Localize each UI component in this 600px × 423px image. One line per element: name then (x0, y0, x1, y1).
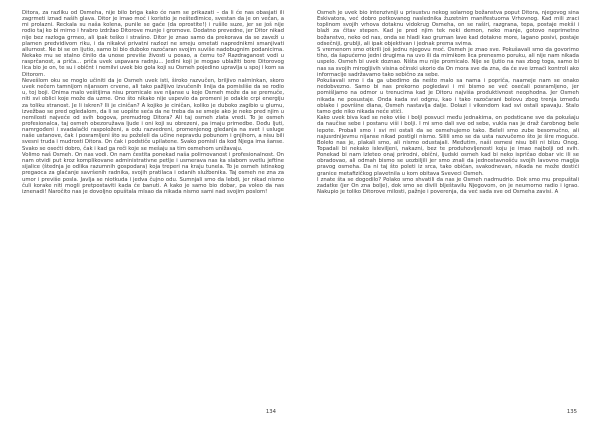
page-number-right: 135 (566, 409, 577, 415)
right-page (317, 10, 579, 413)
left-page (22, 10, 284, 413)
paragraph: Kako uvek biva kad se neko više i bolji posvuci među jednakima, on podsticane sve da pokušaju da naučise sebe i postanu viši i bolji. I mi smo dali sve od sebe, vukla nas je draž čarobnog bele lepote. Probali smo i svi mi ostali da se osmehujemo tako. Beleli smo zube besomučno, ali najusrdnijevmu nijanse nikad postigli nismo. Silili smo se da usta razvučemo što je šire moguće. Boleło nas je, plakali smo, ali nismo odustajali. Međutim, naši osmesi nisu bili ni blizu Onog. Topadali bi nekako isleviljeni, nakazni, bez te produhovljenosti koju je imao najbolji od svih. Ponekad bi nam izleteo onaj prirodni, obični, ljudski osmeh kad bi neko ispričao dobar vic ili se obradovao, ali odmah bismo se uozbiljili jer smo znali da jednostavnošću svojih lavovno magija pravog osmeha. Da ni taj što poleti iz srca, tako običan, svakodnevan, nikada ne može dostići granice metafizičkog plavetnila u kom obitava Sveveci Osmeh. (317, 115, 579, 177)
right-page-text (317, 10, 579, 195)
paragraph: Volimo naš Osmeh. On nas vodi. On nam čestita ponekad naša polirnovanost i profesionalnost. On nam otvidi put kroz komplikovane administrativne petlje i usmerava nas ka slabom svetlu jeftine sijalice (štednja je odlika razumnih gospodara) koja treperi na kraju tunela. To je osmeh istinskog pregaoca za glačanje savršenih radnika, svojih pratilaca i odanih službenika. Taj osmeh ne zna za umor i previše posla. Javlja se niotkuda i jedva čujno odu. Sumnjali smo da lebdi, jer nikad nismo čuli korake niti mogli pretpostaviti kada će banuti. A kako je samo bio dobar, pa voleo da nas iznenadi! Naročito nas je dovoljno opuštala misao da nikada nismo sami nad svojim poslom! (22, 151, 284, 195)
left-page-text (22, 10, 284, 195)
paragraph: S vremenom smo otkrili još jednu njegovu moć. Osmeh je znao sve. Pokušavali smo da govorimo tiho, da šapućemo jedni drugima na uvo ili da mimikom lica prenesmo poruku, ali nije nam nikada uspelo. Osmeh bi uvek doznao. Ništa mu nije promicalo. Nije se ljutio na nas zbog toga, samo bi nas sa svojih mirogljivih visina očinski ukorio da On mora sve da zna, da će sve izmaći kontroli ako informacije sadržavamo tako sebično za sebe. (317, 47, 579, 78)
paragraph: Nevešlom oku se moglo učiniti da je Osmeh uvek isti, široko razvučen, briljivo nalminkan, skoro uvek nečem tamnijom nijansom crvene, ali tako pažljivo izvučenih linija da pomisliše da se rodio u, toj boji. Onima malo veštijima nisu promicale sve nijanse u koje Osmeh može da se premuče, niti svi oblici koje može da uzme. Ono što nikako nije uspevlo da promeni je odakle crpi energiju za toliku stranost. Je li iskren? Ili je ciničan? A kojiko je ciničan, koliko je duboko zagibio u glumu, izvežbao se pred ogledalom, da li se uopšte seća da ne treba da se smeje ako je neko pred njim u nemilosti najveće od svih bogova, premudrog Ditora? Ali taj osmeh zlata vredi. To je osmeh profesionalca, taj osmeh obezoružava ljude i oni koji su obrezeni, pa imaju primedbe. Dođu ljuti, namrgođeni i svadalački raspoloženi, a odu razvedreni, promenjenog gledanja na svet i usluge naše ustanove, čak i posramljeni što su poželeli da učine nepravdu pobunom i gnjihom, a nisu bili svesni truda i mudrosti Ditora. On čak i podstiče upilatene. Svako pomisli da kod Njega ima šanse. Svako se osećti dobro, čak i kad ga reči koje se mešaju sa tim osmehom unižavaju. (22, 77, 284, 152)
paragraph: Osmeh je uvek bio intenzivniji u prisustvu nekog solarnog božanstva poput Ditora, njegovog sina Eskivatora, već dobro potkovanog naslednika žuzetnim manifestuoma Vrhovnog. Kad mili zraci toplinom svojih vrhova dotaknu vidokrug Osmeha, on se raširi, razgrana, tepa, postaje mekši i blaži za čitav stepen. Kad je pred njim tek neki demon, neko manje, gotovo neprimetno božanstvo, neko od nas, onda se hladi kao gruman lave kad dotakne more, lagano posivi, postaje odsečniji, grublji, ali ipak objektivan i jednak prema svima. (317, 10, 579, 47)
gutter (299, 0, 301, 423)
paragraph: I znate šta se dogodilo? Polako smo shvatili da nas je Osmeh nadmudrio. Dok smo mu prepuštali zadatke (jer On zna bolje), dok smo se divili blještavilu Njegovom, on je neumorno radio i igrao. Nakupio je toliko Ditorove milosti, pažnje i poverenja, da već sada sve od Osmeha zavisi. A (317, 176, 579, 196)
page-number-left: 134 (265, 409, 276, 415)
paragraph: Pokušavali smo i da ga ubedimo da nešto malo sa nama i popriča, naameje nam se onako nedobvezno. Samo bi nas prekorno pogledavi i mi bismo se več osećali posramljeno, jer pomišljamo na odmor u trenucima kad je Ditoru najviša produktivnost neophodna. Jer Osmeh nikada ne posustaje. Onda kada svi odgnu, kao i tako razočarani bolovu zbog trenja između oblake i površine diana, Osmeh nastavlja dalje. Dolazi i vikendom kad svi ostali spavaju. Stalo tamo gde niko nikada neće stići. (317, 78, 579, 115)
paragraph: Ditora, za razliku od Osmeha, nije bilo briga kako će nam se prikazati – da li će nas obasjati ili zagrmeti iznad naših glava. Ditor je imao moć i koristio je nešteđimice, svestan da je on večan, a mi prolazni. Reckala su naša kolena, punile se gaće (da oprostite!) i rušile suze, jer se još nije rodio taj ko bi mirno i hrabro izdržao Ditorove munje i gromove. Dodatno prevedne, jer Ditor nikad nije bez razloga grmeo, ali ipak teško i strašno. Ditor je znao samo da prekorava da se zaveži u plamen predvidivom riku, i da nikakvi privatni razlozi ne smeju ometati naprednikmi smanjivati allurnost. Ne bi se on ljutio, samo bi bio duboko razočaran svojim suviše nadobugnim podanicima. Nekako mu se stalno činilo da unose previše živosti u posao, a čemu to? Razdraganost vodi u rasprčanost, a priča... priča uvek uspavara radnju... Jedini koji je mogao ublažiti bore Ditorovog lica bio je on, te su i običnt i nemilvi uvek bio gola koji su Osmeh pojedino upravlja u spoj i kom sa Ditorom. (22, 10, 284, 78)
